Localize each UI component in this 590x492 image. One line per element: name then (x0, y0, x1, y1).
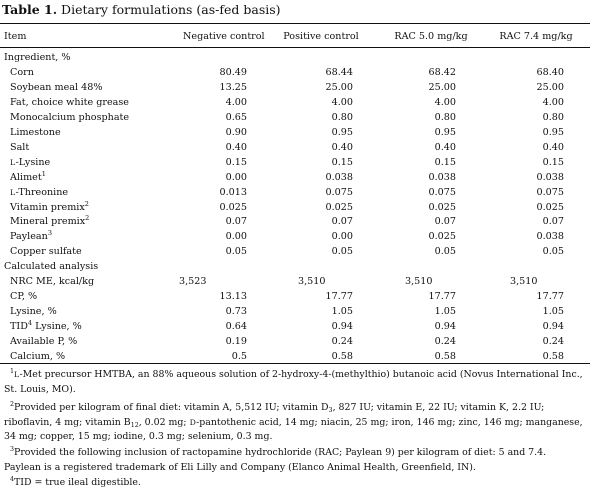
table-row (0, 334, 590, 349)
small-caps-prefix: D (189, 417, 197, 427)
cell-rac-5: 0.58 (434, 351, 456, 362)
row-label-text: Fat, choice white grease (10, 96, 129, 108)
bottom-rule (0, 363, 590, 364)
cell-positive-control: 0.00 (331, 231, 353, 243)
cell-positive-control: 0.24 (331, 336, 353, 348)
cell-rac-5: 4.00 (434, 96, 456, 108)
footnote-2 (4, 401, 584, 445)
cell-rac-7-4: 0.15 (542, 156, 564, 168)
cell-positive-control: 0.07 (331, 216, 353, 228)
top-rule (0, 23, 590, 24)
row-label (10, 185, 68, 200)
row-label-text: Corn (10, 66, 34, 78)
cell-negative-control: 80.49 (219, 66, 247, 78)
table-number: Table 1. (2, 2, 58, 17)
cell-rac-7-4: 0.94 (542, 321, 564, 333)
cell-rac-5: 3,510 (405, 276, 433, 288)
footnote-ref: 1 (41, 169, 46, 178)
row-label (10, 274, 94, 289)
cell-rac-5: 17.77 (428, 291, 456, 303)
cell-rac-7-4: 0.07 (542, 216, 564, 228)
cell-rac-5: 0.05 (434, 246, 456, 258)
row-label (10, 170, 46, 185)
row-label (10, 80, 102, 95)
footnote-ref: 2 (85, 214, 90, 223)
footnote-text: -Met precursor HMTBA, an 88% aqueous solution of 2-hydroxy-4-(methylthio) butanoic acid (Novus International Inc., St. Louis, MO). (4, 369, 583, 395)
row-label (10, 65, 34, 80)
row-label (10, 304, 57, 319)
row-label (10, 95, 129, 110)
table-row (0, 185, 590, 200)
cell-positive-control: 4.00 (331, 96, 353, 108)
table-row (0, 140, 590, 155)
cell-rac-7-4: 0.038 (536, 171, 564, 183)
cell-rac-7-4: 0.075 (536, 186, 564, 198)
column-header-item: Item (4, 31, 27, 42)
footnote-ref: 4 (27, 319, 33, 328)
table-row (0, 110, 590, 125)
row-label-text: Lysine, % (10, 306, 57, 318)
row-label-text: CP, % (10, 291, 38, 303)
cell-rac-7-4: 0.05 (542, 246, 564, 258)
cell-positive-control: 0.075 (325, 186, 353, 198)
cell-rac-5: 0.025 (428, 201, 456, 213)
column-header-negative-control: Negative control (183, 31, 265, 42)
table-row (0, 274, 590, 289)
cell-positive-control: 0.40 (331, 141, 353, 153)
section-heading (4, 259, 98, 274)
table-row (0, 170, 590, 185)
table-row (0, 65, 590, 80)
table-row (0, 80, 590, 95)
header-rule (0, 47, 590, 48)
cell-negative-control: 0.65 (225, 111, 247, 123)
table-row (0, 349, 590, 364)
cell-positive-control: 0.58 (331, 351, 353, 362)
section-heading (4, 50, 71, 65)
footnote-mark: 4 (10, 476, 15, 483)
row-label (10, 229, 52, 244)
footnote-text: TID = true ileal digestible. (14, 477, 141, 488)
footnote-text-part: , 0.02 mg; (138, 416, 190, 428)
row-label-text: Paylean (10, 231, 48, 243)
cell-rac-7-4: 0.40 (542, 141, 564, 153)
section-heading-row (0, 50, 590, 65)
cell-positive-control: 0.94 (331, 321, 353, 333)
footnote-mark: 1 (10, 368, 15, 375)
row-label-text: Salt (10, 141, 30, 153)
row-label-text: Copper sulfate (10, 246, 82, 258)
table-row (0, 304, 590, 319)
table-title: Dietary formulations (as-fed basis) (61, 2, 281, 17)
cell-negative-control: 0.07 (225, 216, 247, 228)
cell-negative-control: 0.05 (225, 246, 247, 258)
cell-negative-control: 0.15 (225, 156, 247, 168)
row-label (10, 349, 65, 364)
small-caps-prefix: L (10, 157, 16, 167)
cell-rac-5: 0.40 (434, 141, 456, 153)
row-label-text: Alimet (10, 171, 42, 183)
cell-positive-control: 0.80 (331, 111, 353, 123)
footnote-ref: 2 (84, 199, 89, 208)
table-caption (2, 2, 281, 18)
row-label-text: Available P, % (10, 336, 78, 348)
row-label (10, 334, 77, 349)
row-label (10, 200, 89, 215)
row-label-text: Monocalcium phosphate (10, 111, 130, 123)
cell-negative-control: 4.00 (225, 96, 247, 108)
table-row (0, 244, 590, 259)
row-label-text: Ingredient, % (4, 52, 71, 63)
footnote-4 (4, 476, 584, 491)
cell-negative-control: 0.64 (225, 321, 247, 333)
row-label (10, 319, 82, 334)
table-row (0, 155, 590, 170)
footnote-text-part: Provided per kilogram of final diet: vitamin A, 5,512 IU; vitamin D (14, 402, 329, 413)
cell-rac-5: 0.95 (434, 126, 456, 138)
cell-rac-7-4: 1.05 (542, 306, 564, 318)
cell-rac-5: 0.80 (434, 111, 456, 123)
table-row (0, 95, 590, 110)
cell-rac-5: 0.075 (428, 186, 456, 198)
cell-rac-7-4: 0.24 (542, 336, 564, 348)
table-row (0, 319, 590, 334)
cell-rac-7-4: 3,510 (510, 276, 538, 288)
cell-negative-control: 0.00 (225, 171, 247, 183)
row-label-text: Mineral premix (10, 216, 86, 228)
row-label-text: Soybean meal 48% (10, 81, 103, 93)
cell-rac-7-4: 0.58 (542, 351, 564, 362)
cell-negative-control: 0.00 (225, 231, 247, 243)
row-label (10, 289, 37, 304)
cell-negative-control: 0.40 (225, 141, 247, 153)
cell-rac-7-4: 68.40 (536, 66, 564, 78)
row-label-suffix: Lysine, % (32, 321, 82, 333)
row-label (10, 244, 82, 259)
cell-positive-control: 68.44 (325, 66, 353, 78)
footnote-mark: 2 (10, 401, 15, 408)
cell-rac-5: 0.15 (434, 156, 456, 168)
column-header-positive-control: Positive control (283, 31, 359, 42)
cell-negative-control: 0.73 (225, 306, 247, 318)
row-label-text: -Threonine (15, 186, 69, 198)
cell-positive-control: 25.00 (325, 81, 353, 93)
cell-negative-control: 0.025 (219, 201, 247, 213)
cell-positive-control: 0.038 (325, 171, 353, 183)
cell-negative-control: 3,523 (179, 276, 207, 288)
row-label-text: Calcium, % (10, 351, 66, 362)
footnote-text: Provided the following inclusion of ractopamine hydrochloride (RAC; Paylean 9) per kilogram of diet: 5 and 7.4. Paylean is a registered trademark of Eli Lilly and Company (Elanco Animal Health, Greenfield, IN). (4, 447, 547, 473)
cell-rac-5: 68.42 (428, 66, 456, 78)
cell-rac-5: 0.038 (428, 171, 456, 183)
cell-negative-control: 0.013 (219, 186, 247, 198)
table-row (0, 289, 590, 304)
row-label-text: Calculated analysis (4, 261, 99, 273)
footnote-ref: 3 (47, 229, 52, 238)
cell-rac-7-4: 4.00 (542, 96, 564, 108)
table-row (0, 229, 590, 244)
footnote-text-part: -pantothenic acid, 14 mg; niacin, 25 mg; iron, 146 mg; zinc, 146 mg; manganese, 34 mg; copper, 15 mg; iodine, 0.3 mg; selenium, 0.3 mg. (4, 416, 583, 442)
cell-rac-7-4: 17.77 (536, 291, 564, 303)
small-caps-prefix: L (10, 187, 16, 197)
footnote-3 (4, 446, 584, 475)
row-label (10, 214, 89, 229)
small-caps-prefix: L (14, 370, 20, 379)
table-row (0, 125, 590, 140)
cell-positive-control: 1.05 (331, 306, 353, 318)
cell-positive-control: 17.77 (325, 291, 353, 303)
table-row (0, 214, 590, 229)
row-label (10, 125, 61, 140)
cell-rac-5: 0.94 (434, 321, 456, 333)
subscript: 12 (130, 421, 139, 429)
row-label-text: NRC ME, kcal/kg (10, 276, 95, 288)
row-label (10, 155, 50, 170)
table-row (0, 200, 590, 215)
footnote-text-part: , 827 IU; vitamin E, 22 IU; vitamin K, 2.2 IU; riboflavin, 4 mg; vitamin B (4, 402, 545, 428)
cell-rac-5: 1.05 (434, 306, 456, 318)
footnote-mark: 3 (10, 446, 15, 453)
cell-positive-control: 3,510 (298, 276, 326, 288)
row-label-text: Vitamin premix (10, 201, 85, 213)
column-header-rac-7-4: RAC 7.4 mg/kg (499, 31, 573, 42)
section-heading-row (0, 259, 590, 274)
footnote-1 (4, 368, 584, 397)
cell-rac-7-4: 0.95 (542, 126, 564, 138)
subscript: 3 (328, 407, 333, 414)
cell-rac-5: 0.07 (434, 216, 456, 228)
cell-rac-7-4: 25.00 (536, 81, 564, 93)
cell-negative-control: 0.90 (225, 126, 247, 138)
cell-positive-control: 0.95 (331, 126, 353, 138)
cell-negative-control: 13.25 (219, 81, 247, 93)
cell-negative-control: 0.5 (231, 351, 247, 362)
cell-rac-7-4: 0.025 (536, 201, 564, 213)
column-header-rac-5: RAC 5.0 mg/kg (394, 31, 468, 42)
cell-rac-7-4: 0.038 (536, 231, 564, 243)
row-label-text: -Lysine (15, 156, 51, 168)
cell-positive-control: 0.025 (325, 201, 353, 213)
row-label (10, 110, 129, 125)
cell-negative-control: 13.13 (219, 291, 247, 303)
cell-positive-control: 0.05 (331, 246, 353, 258)
row-label (10, 140, 29, 155)
cell-positive-control: 0.15 (331, 156, 353, 168)
header-row (0, 29, 590, 44)
cell-rac-5: 0.24 (434, 336, 456, 348)
cell-negative-control: 0.19 (225, 336, 247, 348)
cell-rac-5: 25.00 (428, 81, 456, 93)
cell-rac-5: 0.025 (428, 231, 456, 243)
row-label-text: Limestone (10, 126, 61, 138)
row-label-text: TID (10, 321, 28, 333)
cell-rac-7-4: 0.80 (542, 111, 564, 123)
